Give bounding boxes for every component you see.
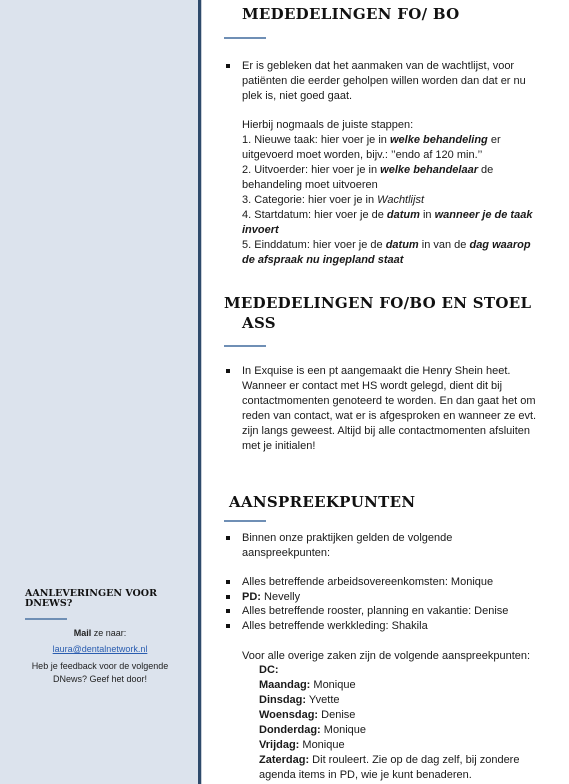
- contact-row: Vrijdag: Monique: [259, 739, 345, 751]
- section3-bullet-4: Alles betreffende rooster, planning en vakantie: Denise: [226, 604, 536, 619]
- section3-bullet-5: Alles betreffende werkkleding: Shakila: [226, 619, 536, 634]
- bullet-icon: [226, 624, 230, 628]
- section2-title: MEDEDELINGEN FO/BO EN STOEL: [224, 294, 532, 312]
- bullet-icon: [226, 595, 230, 599]
- section1-divider: [224, 37, 266, 39]
- section1-steps: [242, 118, 542, 268]
- section1-bullet: [226, 59, 536, 104]
- step-5: 5. Einddatum: hier voer je de datum in van de dag waarop de afspraak nu ingepland staat: [242, 239, 531, 266]
- sidebar-heading: AANLEVERINGEN VOOR DNEWS?: [25, 588, 157, 609]
- contact-row: Woensdag: Denise: [259, 709, 356, 721]
- bullet-icon: [226, 609, 230, 613]
- sidebar-mail-line: [25, 627, 175, 640]
- sidebar-feedback: Heb je feedback voor de volgende DNews? Geef het door!: [31, 661, 169, 684]
- section2-bullet: [226, 364, 542, 454]
- contacts-list: [259, 663, 539, 783]
- step-2: 2. Uitvoerder: hier voer je in welke behandelaar de behandeling moet uitvoeren: [242, 164, 494, 191]
- section2-title-line2: ASS: [242, 314, 276, 332]
- sidebar: [0, 0, 201, 784]
- section3-bullet-2: Alles betreffende arbeidsovereenkomsten: Monique: [226, 575, 536, 590]
- section3-divider: [224, 520, 266, 522]
- bullet-icon: [226, 536, 230, 540]
- contact-row: Maandag: Monique: [259, 679, 356, 691]
- mail-label: Mail: [73, 628, 92, 638]
- section2-divider: [224, 345, 266, 347]
- bullet-icon: [226, 580, 230, 584]
- contact-row: Donderdag: Monique: [259, 724, 366, 736]
- mail-suffix: ze naar:: [91, 628, 127, 638]
- other-contacts-intro: Voor alle overige zaken zijn de volgende aanspreekpunten:: [242, 650, 531, 662]
- sidebar-email: [25, 643, 175, 656]
- step-4: 4. Startdatum: hier voer je de datum in wanneer je de taak invoert: [242, 209, 533, 236]
- steps-intro: Hierbij nogmaals de juiste stappen:: [242, 119, 414, 131]
- section1-bullet-text: Er is gebleken dat het aanmaken van de wachtlijst, voor patiënten die eerder geholpen willen worden dan dat er nu plek is, niet goed gaat.: [242, 60, 526, 102]
- sidebar-divider: [25, 618, 67, 620]
- bullet-icon: [226, 64, 230, 68]
- contact-row: Dinsdag: Yvette: [259, 694, 340, 706]
- section1-title: MEDEDELINGEN FO/ BO: [242, 5, 460, 23]
- section3-bullet-3: PD: Nevelly: [226, 590, 536, 605]
- bullet-icon: [226, 369, 230, 373]
- step-1: 1. Nieuwe taak: hier voer je in welke behandeling er uitgevoerd moet worden, bijv.: ’’endo af 120 min.’’: [242, 134, 501, 161]
- step-3: 3. Categorie: hier voer je in Wachtlijst: [242, 194, 425, 206]
- dc-label: DC:: [259, 664, 279, 676]
- section3-title: AANSPREEKPUNTEN: [229, 493, 416, 511]
- contact-row: Zaterdag: Dit rouleert. Zie op de dag zelf, bij zondere agenda items in PD, wie je kunt benaderen.: [259, 754, 520, 781]
- email-link[interactable]: laura@dentalnetwork.nl: [52, 644, 148, 654]
- section3-bullet-1: Binnen onze praktijken gelden de volgende aanspreekpunten:: [226, 531, 536, 561]
- section2-bullet-text: In Exquise is een pt aangemaakt die Henry Shein heet. Wanneer er contact met HS wordt gelegd, dient dit bij contactmomenten genoteerd te worden. En dan gaat het om reden van contact, wat er is afgesproken en wanneer ze evt. zijn langs geweest. Altijd bij alle contactmomenten afsluiten met je initialen!: [242, 365, 537, 452]
